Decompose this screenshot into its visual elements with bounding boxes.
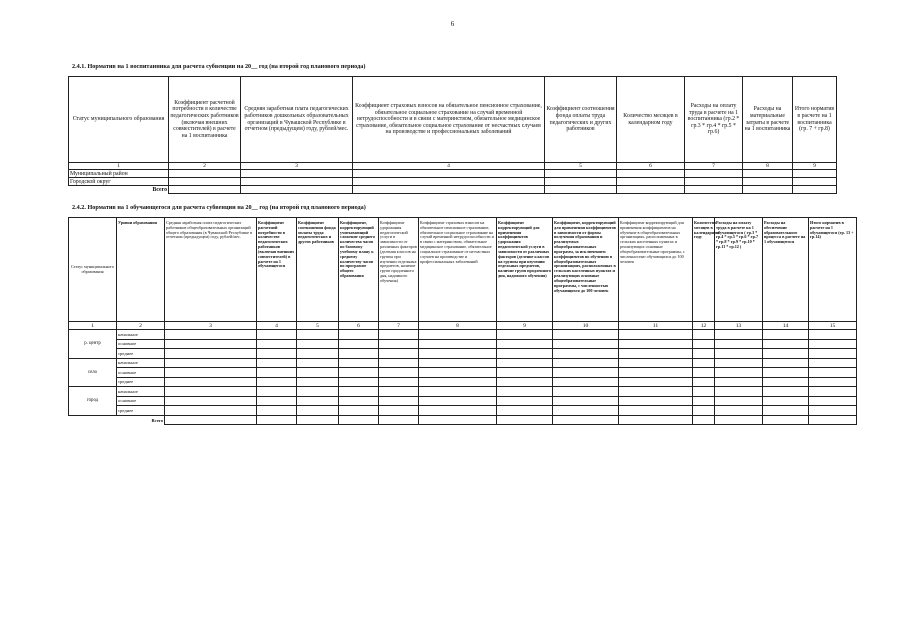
- header-cell: Коэффициент страховых взносов на обязательное пенсионное страхование, обязательное социальное страхование на случай временной нетрудоспособности и в связи с материнством, обязательное медицинское страхование, обязательное социальное страхование от несчастных случаев на производстве и профессиональных заболеваний: [353, 77, 545, 163]
- data-cell: [763, 406, 809, 416]
- data-cell: [617, 178, 685, 186]
- data-cell: [379, 387, 419, 397]
- data-cell: [257, 339, 297, 349]
- column-number: 7: [379, 322, 419, 330]
- column-number: 8: [743, 163, 793, 170]
- education-level-cell: основное: [117, 396, 165, 406]
- data-cell: [339, 358, 379, 368]
- data-cell: [743, 186, 793, 194]
- column-number: 7: [685, 163, 743, 170]
- header-cell: Коэффициент расчетной потребности в количестве педагогических работников (включая внешних совместителей) в расчете на 1 обучающегося: [257, 218, 297, 322]
- data-cell: [763, 396, 809, 406]
- column-number: 5: [545, 163, 617, 170]
- data-cell: [793, 178, 837, 186]
- data-cell: [339, 396, 379, 406]
- data-cell: [165, 406, 257, 416]
- data-cell: [693, 349, 715, 359]
- data-cell: [339, 349, 379, 359]
- table-row: [69, 358, 857, 368]
- data-cell: [685, 178, 743, 186]
- data-cell: [379, 358, 419, 368]
- data-cell: [693, 387, 715, 397]
- education-level-cell: основное: [117, 368, 165, 378]
- data-cell: [763, 349, 809, 359]
- data-cell: [379, 330, 419, 340]
- column-number: 13: [715, 322, 763, 330]
- education-level-cell: начальное: [117, 330, 165, 340]
- data-cell: [165, 415, 257, 425]
- norm-per-student-table: [68, 217, 857, 425]
- header-cell: Коэффициент, корректирующий учитывающий сложение среднего количества часов по базовому учебному плану к среднему количеству часов по программе общего образования: [339, 218, 379, 322]
- data-cell: [241, 186, 353, 194]
- data-cell: [685, 170, 743, 178]
- data-cell: [339, 330, 379, 340]
- header-cell: Статус муниципального образования: [69, 218, 117, 322]
- header-cell: Коэффициент удорожания педагогической услуги в зависимости от различных факторов (деления классов на группы при изучении отдельных предметов, наличие групп продленного дня, надомного обучения): [379, 218, 419, 322]
- data-cell: [693, 377, 715, 387]
- data-cell: [497, 330, 553, 340]
- header-cell: Коэффициент расчетной потребности в количестве педагогических работников (включая внешних совместителей) в расчете на 1 воспитанника: [169, 77, 241, 163]
- data-cell: [619, 339, 693, 349]
- data-cell: [693, 330, 715, 340]
- data-cell: [619, 415, 693, 425]
- data-cell: [165, 368, 257, 378]
- data-cell: [497, 387, 553, 397]
- section-title-2-4-1: 2.4.1. Норматив на 1 воспитанника для расчета субвенции на 20__ год (на второй год планового периода): [72, 63, 366, 70]
- column-number: 3: [165, 322, 257, 330]
- data-cell: [419, 415, 497, 425]
- header-cell: Коэффициент соотношения фонда оплаты труда педагогических и других работников: [297, 218, 339, 322]
- header-row: [69, 218, 857, 322]
- data-cell: [809, 387, 857, 397]
- data-cell: [419, 406, 497, 416]
- data-cell: [165, 396, 257, 406]
- data-cell: [339, 368, 379, 378]
- data-cell: [693, 339, 715, 349]
- education-level-cell: среднее: [117, 349, 165, 359]
- data-cell: [297, 368, 339, 378]
- education-level-cell: среднее: [117, 406, 165, 416]
- column-number: 4: [257, 322, 297, 330]
- data-cell: [419, 330, 497, 340]
- data-cell: [553, 349, 619, 359]
- data-cell: [693, 415, 715, 425]
- data-cell: [165, 358, 257, 368]
- data-cell: [715, 377, 763, 387]
- column-number: 5: [297, 322, 339, 330]
- data-cell: [809, 358, 857, 368]
- column-number: 9: [497, 322, 553, 330]
- data-cell: [619, 377, 693, 387]
- total-row: [69, 415, 857, 425]
- data-cell: [763, 387, 809, 397]
- column-number: 6: [339, 322, 379, 330]
- data-cell: [497, 339, 553, 349]
- table-row: [69, 330, 857, 340]
- data-cell: [257, 349, 297, 359]
- data-cell: [619, 406, 693, 416]
- data-cell: [743, 170, 793, 178]
- table-body: [69, 330, 857, 425]
- location-cell: р. центр: [69, 330, 117, 359]
- data-cell: [617, 170, 685, 178]
- data-cell: [257, 330, 297, 340]
- header-cell: Коэффициент страховых взносов на обязательное пенсионное страхование, обязательное социальное страхование на случай временной нетрудоспособности и в связи с материнством, обязательное медицинское страхование, обязательное социальное страхование от несчастных случаев на производстве и профессиональных заболеваний: [419, 218, 497, 322]
- data-cell: [257, 368, 297, 378]
- data-cell: [241, 170, 353, 178]
- data-cell: [419, 349, 497, 359]
- column-number: 9: [793, 163, 837, 170]
- row-label-municipal-district: Муниципальный район: [69, 170, 169, 178]
- table-row: [69, 387, 857, 397]
- data-cell: [553, 406, 619, 416]
- data-cell: [715, 358, 763, 368]
- data-cell: [553, 339, 619, 349]
- data-cell: [553, 330, 619, 340]
- data-cell: [169, 178, 241, 186]
- row-label-city-district: Городской округ: [69, 178, 169, 186]
- data-cell: [685, 186, 743, 194]
- section-title-2-4-2: 2.4.2. Норматив на 1 обучающегося для расчета субвенции на 20__ год (на второй год планового периода): [72, 204, 366, 211]
- data-cell: [809, 415, 857, 425]
- data-cell: [809, 368, 857, 378]
- column-number: 3: [241, 163, 353, 170]
- data-cell: [763, 368, 809, 378]
- data-cell: [809, 406, 857, 416]
- data-cell: [297, 339, 339, 349]
- spacer-cell: [69, 415, 117, 425]
- header-cell: Коэффициент соотношения фонда оплаты труда педагогических и других работников: [545, 77, 617, 163]
- data-cell: [257, 377, 297, 387]
- data-cell: [793, 170, 837, 178]
- norm-per-pupil-table: [68, 76, 837, 194]
- column-number-row: [69, 322, 857, 330]
- data-cell: [497, 396, 553, 406]
- data-cell: [545, 186, 617, 194]
- header-cell: Количество месяцев в календарном году: [617, 77, 685, 163]
- data-cell: [165, 377, 257, 387]
- data-cell: [379, 396, 419, 406]
- education-level-cell: основное: [117, 339, 165, 349]
- data-cell: [619, 396, 693, 406]
- column-number: 15: [809, 322, 857, 330]
- column-number: 12: [693, 322, 715, 330]
- table-row: [69, 396, 857, 406]
- education-level-cell: начальное: [117, 358, 165, 368]
- data-cell: [715, 349, 763, 359]
- header-cell: Итого норматив в расчете на 1 воспитанника (гр. 7 + гр.8): [793, 77, 837, 163]
- data-cell: [743, 178, 793, 186]
- data-cell: [339, 377, 379, 387]
- data-cell: [419, 387, 497, 397]
- data-cell: [619, 358, 693, 368]
- data-cell: [693, 406, 715, 416]
- data-cell: [693, 358, 715, 368]
- table-row: [69, 368, 857, 378]
- data-cell: [793, 186, 837, 194]
- data-cell: [257, 396, 297, 406]
- data-cell: [809, 349, 857, 359]
- data-cell: [419, 396, 497, 406]
- data-cell: [545, 178, 617, 186]
- data-cell: [297, 330, 339, 340]
- column-number: 8: [419, 322, 497, 330]
- data-cell: [715, 406, 763, 416]
- header-cell: Уровни образования: [117, 218, 165, 322]
- column-number: 14: [763, 322, 809, 330]
- data-cell: [379, 377, 419, 387]
- header-cell: Коэффициент корректирующий для применения коэффициентов удорожания педагогической услуги в зависимости от различных факторов (деление классов на группы при изучении отдельных предметов, наличие групп продленного дня, надомного обучения): [497, 218, 553, 322]
- header-cell: Количество месяцев в календарном году: [693, 218, 715, 322]
- data-cell: [715, 368, 763, 378]
- table-row: [69, 377, 857, 387]
- data-cell: [715, 415, 763, 425]
- data-cell: [763, 339, 809, 349]
- data-cell: [257, 406, 297, 416]
- data-cell: [297, 396, 339, 406]
- data-cell: [353, 186, 545, 194]
- column-number: 2: [117, 322, 165, 330]
- page-number: 6: [450, 20, 455, 28]
- data-cell: [497, 349, 553, 359]
- data-cell: [379, 415, 419, 425]
- column-number: 4: [353, 163, 545, 170]
- data-cell: [297, 377, 339, 387]
- data-cell: [715, 387, 763, 397]
- total-row: [69, 186, 837, 194]
- data-cell: [257, 358, 297, 368]
- data-cell: [619, 368, 693, 378]
- header-cell: Расходы на оплату труда в расчете на 1 обучающегося ( гр.3 * гр.4 * гр.5 * гр.6 * гр.7 * гр.8 * гр.9 * гр.10 * гр.11 * гр.12 ): [715, 218, 763, 322]
- header-cell: Средняя заработная плата педагогических работников общеобразовательных организаций общего образования (в Чувашской Республике в отчетном (предыдущем) году, рублей/мес.: [165, 218, 257, 322]
- data-cell: [241, 178, 353, 186]
- column-number: 6: [617, 163, 685, 170]
- data-cell: [553, 396, 619, 406]
- data-cell: [553, 377, 619, 387]
- total-label: Всего: [117, 415, 165, 425]
- data-cell: [497, 406, 553, 416]
- data-cell: [339, 387, 379, 397]
- data-cell: [763, 415, 809, 425]
- table-row: [69, 339, 857, 349]
- table-row: [69, 170, 837, 178]
- data-cell: [715, 339, 763, 349]
- data-cell: [339, 415, 379, 425]
- data-cell: [809, 396, 857, 406]
- data-cell: [553, 368, 619, 378]
- header-cell: Расходы на обеспечение образовательного процесса в расчете на 1 обучающегося: [763, 218, 809, 322]
- data-cell: [619, 387, 693, 397]
- data-cell: [165, 339, 257, 349]
- data-cell: [353, 178, 545, 186]
- data-cell: [419, 339, 497, 349]
- data-cell: [497, 377, 553, 387]
- data-cell: [297, 387, 339, 397]
- data-cell: [809, 330, 857, 340]
- data-cell: [545, 170, 617, 178]
- data-cell: [497, 358, 553, 368]
- data-cell: [297, 358, 339, 368]
- data-cell: [379, 368, 419, 378]
- data-cell: [763, 330, 809, 340]
- data-cell: [419, 358, 497, 368]
- education-level-cell: начальное: [117, 387, 165, 397]
- data-cell: [497, 415, 553, 425]
- location-cell: село: [69, 358, 117, 387]
- data-cell: [165, 387, 257, 397]
- data-cell: [553, 358, 619, 368]
- data-cell: [693, 396, 715, 406]
- column-number-row: [69, 163, 837, 170]
- total-label: Всего: [69, 186, 169, 194]
- column-number: 10: [553, 322, 619, 330]
- header-cell: Статус муниципального образования: [69, 77, 169, 163]
- data-cell: [809, 377, 857, 387]
- header-cell: Средняя заработная плата педагогических работников дошкольных образовательных организаций в Чувашской Республике в отчетном (предыдущем) году, рублей/мес.: [241, 77, 353, 163]
- header-row: [69, 77, 837, 163]
- data-cell: [419, 377, 497, 387]
- data-cell: [763, 377, 809, 387]
- data-cell: [257, 415, 297, 425]
- data-cell: [619, 330, 693, 340]
- data-cell: [763, 358, 809, 368]
- data-cell: [497, 368, 553, 378]
- header-cell: Коэффициент, корректирующий для применения коэффициентов в зависимости от формы получения образования и реализуемых общеобразовательных программ, за исключением коэффициентов по обучению в общеобразовательных организациях, расположенных в сельских населенных пунктах и реализующих основные общеобразовательные программы, с численностью обучающихся до 100 человек: [553, 218, 619, 322]
- data-cell: [169, 170, 241, 178]
- data-cell: [715, 330, 763, 340]
- column-number: 1: [69, 163, 169, 170]
- data-cell: [419, 368, 497, 378]
- data-cell: [165, 330, 257, 340]
- location-cell: город: [69, 387, 117, 416]
- header-cell: Расходы на оплату труда в расчете на 1 воспитанника (гр.2 * гр.3 * гр.4 * гр.5 * гр.6): [685, 77, 743, 163]
- table-row: [69, 406, 857, 416]
- data-cell: [353, 170, 545, 178]
- data-cell: [379, 406, 419, 416]
- column-number: 1: [69, 322, 117, 330]
- table-row: [69, 349, 857, 359]
- data-cell: [809, 339, 857, 349]
- data-cell: [257, 387, 297, 397]
- header-cell: Итого норматив в расчете на 1 обучающегося (гр. 13 + гр.14): [809, 218, 857, 322]
- data-cell: [693, 368, 715, 378]
- data-cell: [297, 415, 339, 425]
- data-cell: [297, 406, 339, 416]
- data-cell: [339, 339, 379, 349]
- education-level-cell: среднее: [117, 377, 165, 387]
- header-cell: Расходы на материальные затраты в расчете на 1 воспитанника: [743, 77, 793, 163]
- data-cell: [297, 349, 339, 359]
- header-cell: Коэффициент корректирующий для применения коэффициентов на обучение в общеобразовательных организациях, расположенных в сельских населенных пунктах и реализующих основные общеобразовательные программы, с численностью обучающихся до 100 человек: [619, 218, 693, 322]
- data-cell: [553, 415, 619, 425]
- data-cell: [379, 339, 419, 349]
- data-cell: [165, 349, 257, 359]
- data-cell: [339, 406, 379, 416]
- column-number: 2: [169, 163, 241, 170]
- data-cell: [617, 186, 685, 194]
- data-cell: [379, 349, 419, 359]
- data-cell: [553, 387, 619, 397]
- data-cell: [619, 349, 693, 359]
- data-cell: [715, 396, 763, 406]
- data-cell: [169, 186, 241, 194]
- column-number: 11: [619, 322, 693, 330]
- table-row: [69, 178, 837, 186]
